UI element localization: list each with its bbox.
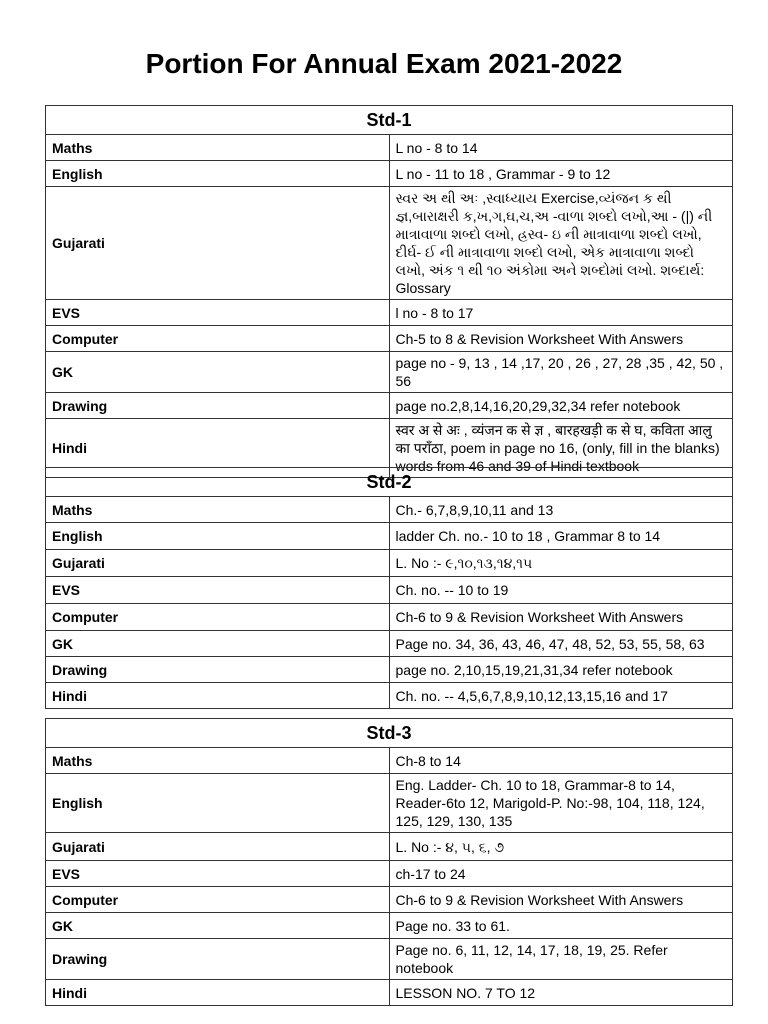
subject-cell: Computer: [46, 326, 390, 352]
table-row: [46, 748, 733, 774]
table-row: [46, 393, 733, 419]
table-row: [46, 939, 733, 980]
portion-cell: Ch.- 6,7,8,9,10,11 and 13: [389, 497, 733, 523]
portion-cell: સ્વર અ થી અઃ ,સ્વાધ્યાય Exercise,વ્યંજન ક થી જ્ઞ,બારાક્ષરી ક,ખ,ગ,ઘ,ચ,અ -વાળા શબ્દો લખો,આ - (|) ની માત્રાવાળા શબ્દો લખો, હ્રસ્વ- ઇ ની માત્રાવાળા શબ્દો લખો, દીર્ઘ- ઈ ની માત્રાવાળા શબ્દો લખો, એક માત્રાવાળા શબ્દો લખો, અંક ૧ થી ૧૦ અંકોમા અને શબ્દોમાં લખો. શબ્દાર્થ: Glossary: [389, 187, 733, 300]
portion-cell: Ch. no. -- 10 to 19: [389, 577, 733, 604]
table-row: [46, 604, 733, 631]
table-row: [46, 326, 733, 352]
subject-cell: Drawing: [46, 939, 390, 980]
table-row: [46, 833, 733, 861]
portion-cell: page no. 2,10,15,19,21,31,34 refer notebook: [389, 657, 733, 683]
table-row: [46, 577, 733, 604]
subject-cell: Maths: [46, 748, 390, 774]
table-row: [46, 497, 733, 523]
subject-cell: Gujarati: [46, 187, 390, 300]
portion-cell: Ch-6 to 9 & Revision Worksheet With Answers: [389, 887, 733, 913]
subject-cell: Gujarati: [46, 550, 390, 577]
table-row: [46, 861, 733, 887]
portion-cell: page no - 9, 13 , 14 ,17, 20 , 26 , 27, 28 ,35 , 42, 50 , 56: [389, 352, 733, 393]
subject-cell: Hindi: [46, 683, 390, 709]
table-row: [46, 657, 733, 683]
subject-cell: Hindi: [46, 419, 390, 478]
portion-cell: Ch. no. -- 4,5,6,7,8,9,10,12,13,15,16 and 17: [389, 683, 733, 709]
table-row: [46, 300, 733, 326]
subject-cell: English: [46, 523, 390, 550]
subject-cell: Maths: [46, 135, 390, 161]
std-3-table: [45, 718, 733, 1006]
subject-cell: EVS: [46, 861, 390, 887]
portion-cell: Ch-8 to 14: [389, 748, 733, 774]
section-heading: Std-3: [46, 719, 733, 748]
portion-cell: Ch-5 to 8 & Revision Worksheet With Answers: [389, 326, 733, 352]
subject-cell: EVS: [46, 300, 390, 326]
subject-cell: GK: [46, 352, 390, 393]
portion-cell: ch-17 to 24: [389, 861, 733, 887]
portion-cell: LESSON NO. 7 TO 12: [389, 980, 733, 1006]
subject-cell: GK: [46, 913, 390, 939]
subject-cell: English: [46, 161, 390, 187]
subject-cell: Drawing: [46, 657, 390, 683]
subject-cell: Drawing: [46, 393, 390, 419]
section-heading: Std-1: [46, 106, 733, 135]
table-row: [46, 550, 733, 577]
table-row: [46, 352, 733, 393]
portion-cell: Page no. 34, 36, 43, 46, 47, 48, 52, 53, 55, 58, 63: [389, 631, 733, 657]
portion-cell: l no - 8 to 17: [389, 300, 733, 326]
table-row: [46, 913, 733, 939]
subject-cell: Computer: [46, 604, 390, 631]
portion-cell: page no.2,8,14,16,20,29,32,34 refer notebook: [389, 393, 733, 419]
page-title: Portion For Annual Exam 2021-2022: [145, 48, 623, 79]
table-row: [46, 523, 733, 550]
table-row: [46, 683, 733, 709]
subject-cell: Computer: [46, 887, 390, 913]
portion-cell: Eng. Ladder- Ch. 10 to 18, Grammar-8 to 14, Reader-6to 12, Marigold-P. No:-98, 104, 118, 124, 125, 129, 130, 135: [389, 774, 733, 833]
portion-cell: L no - 11 to 18 , Grammar - 9 to 12: [389, 161, 733, 187]
subject-cell: GK: [46, 631, 390, 657]
table-row: [46, 161, 733, 187]
portion-cell: Page no. 6, 11, 12, 14, 17, 18, 19, 25. Refer notebook: [389, 939, 733, 980]
portion-cell: स्वर अ से अः , व्यंजन क से ज्ञ , बारहखड़ी क से घ, कविता आलु का पराँठा, poem in page no 16, (only, fill in the blanks) words from 46 and 39 of Hindi textbook: [389, 419, 733, 478]
table-row: [46, 774, 733, 833]
subject-cell: Maths: [46, 497, 390, 523]
portion-cell: L. No :- ૯,૧૦,૧૩,૧૪,૧૫: [389, 550, 733, 577]
table-row: [46, 980, 733, 1006]
portion-cell: Page no. 33 to 61.: [389, 913, 733, 939]
table-row: [46, 631, 733, 657]
portion-cell: L no - 8 to 14: [389, 135, 733, 161]
portion-cell: L. No :- ૪, ૫, ૬, ૭: [389, 833, 733, 861]
subject-cell: EVS: [46, 577, 390, 604]
table-row: [46, 887, 733, 913]
std-1-table: [45, 105, 733, 478]
subject-cell: Gujarati: [46, 833, 390, 861]
section-heading: Std-2: [46, 468, 733, 497]
portion-cell: Ch-6 to 9 & Revision Worksheet With Answers: [389, 604, 733, 631]
subject-cell: Hindi: [46, 980, 390, 1006]
subject-cell: English: [46, 774, 390, 833]
table-row: [46, 135, 733, 161]
std-2-table: [45, 467, 733, 709]
table-row: [46, 187, 733, 300]
portion-cell: ladder Ch. no.- 10 to 18 , Grammar 8 to 14: [389, 523, 733, 550]
